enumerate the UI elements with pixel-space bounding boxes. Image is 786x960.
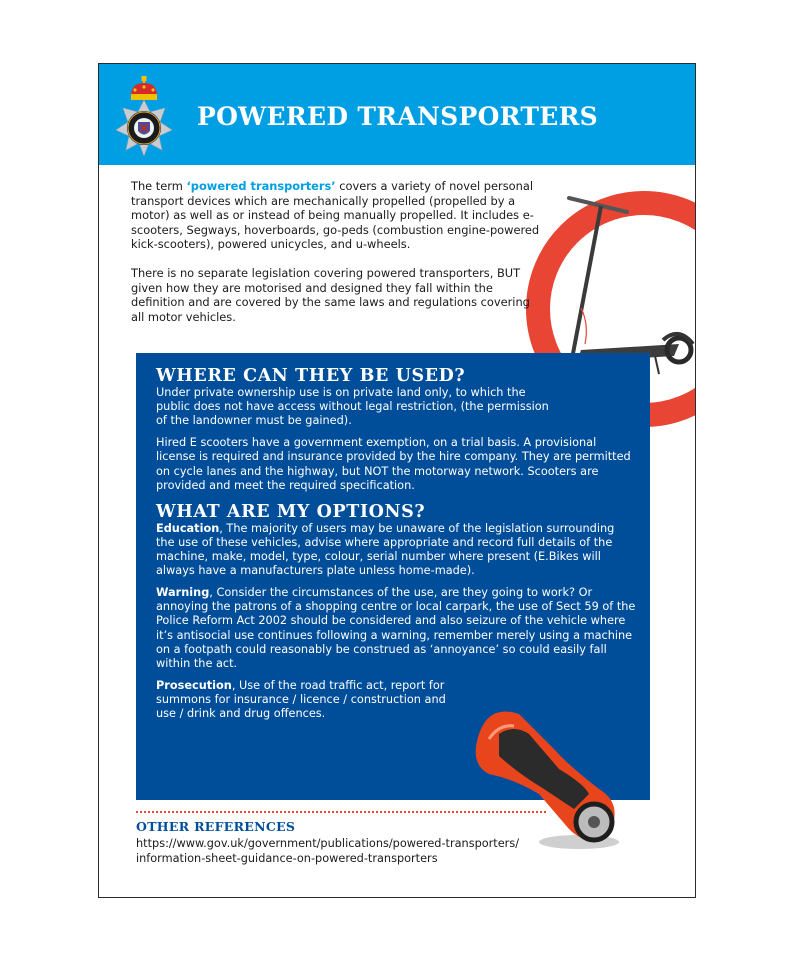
page-title: POWERED TRANSPORTERS: [197, 102, 599, 131]
intro-paragraph-1: The term ‘powered transporters’ covers a variety of novel personal transport devices which are mechanically propelled (propelled by a motor) as well as or instead of being manually propelled. It includes e-scooters, Segways, hoverboards, go-peds (combustion engine-powered kick-scooters), powered unicycles, and u-wheels.: [131, 179, 540, 252]
options-heading: WHAT ARE MY OPTIONS?: [156, 501, 426, 522]
intro-text: [131, 179, 541, 338]
dotted-divider: [136, 811, 546, 813]
reference-link[interactable]: https://www.gov.uk/government/publications/powered-transporters/ information-sheet-guidance-on-powered-transporters: [136, 837, 520, 865]
intro-paragraph-2: There is no separate legislation covering powered transporters, BUT given how they are motorised and designed they fall within the definition and are covered by the same laws and regulations covering all motor vehicles.: [131, 265, 530, 324]
police-badge-icon: [116, 76, 172, 156]
references-heading: OTHER REFERENCES: [136, 819, 296, 834]
where-heading: WHERE CAN THEY BE USED?: [156, 366, 466, 386]
option-education: Education, The majority of users may be unaware of the legislation surrounding the use of these vehicles, advise where appropriate and record full details of the machine, make, model, type, colour, serial number where present (E.Bikes will always have a manufacturers plate unless home-made).: [156, 521, 615, 578]
hoverboard-image: [459, 694, 629, 854]
highlight-term: ‘powered transporters’: [186, 179, 336, 193]
header-bar: [99, 64, 695, 165]
info-sheet: [98, 63, 696, 898]
where-paragraph-1: Under private ownership use is on private land only, to which the public does not have access without legal restriction, (the permission of the landowner must be gained).: [156, 386, 549, 428]
option-prosecution: Prosecution, Use of the road traffic act, report for summons for insurance / licence / construction and use / drink and drug offences.: [156, 678, 446, 720]
option-warning: Warning, Consider the circumstances of the use, are they going to work? Or annoying the patrons of a shopping centre or local carpark, the use of Sect 59 of the Police Reform Act 2002 should be considered and also seizure of the vehicle where it’s antisocial use continues following a warning, remember merely using a machine on a footpath could reasonably be construed as ‘annoyance’ so could easily fall within the act.: [156, 586, 636, 670]
where-paragraph-2: Hired E scooters have a government exemption, on a trial basis. A provisional license is required and insurance provided by the hire company. They are permitted on cycle lanes and the highway, but NOT the motorway network. Scooters are provided and meet the required specification.: [156, 436, 631, 492]
